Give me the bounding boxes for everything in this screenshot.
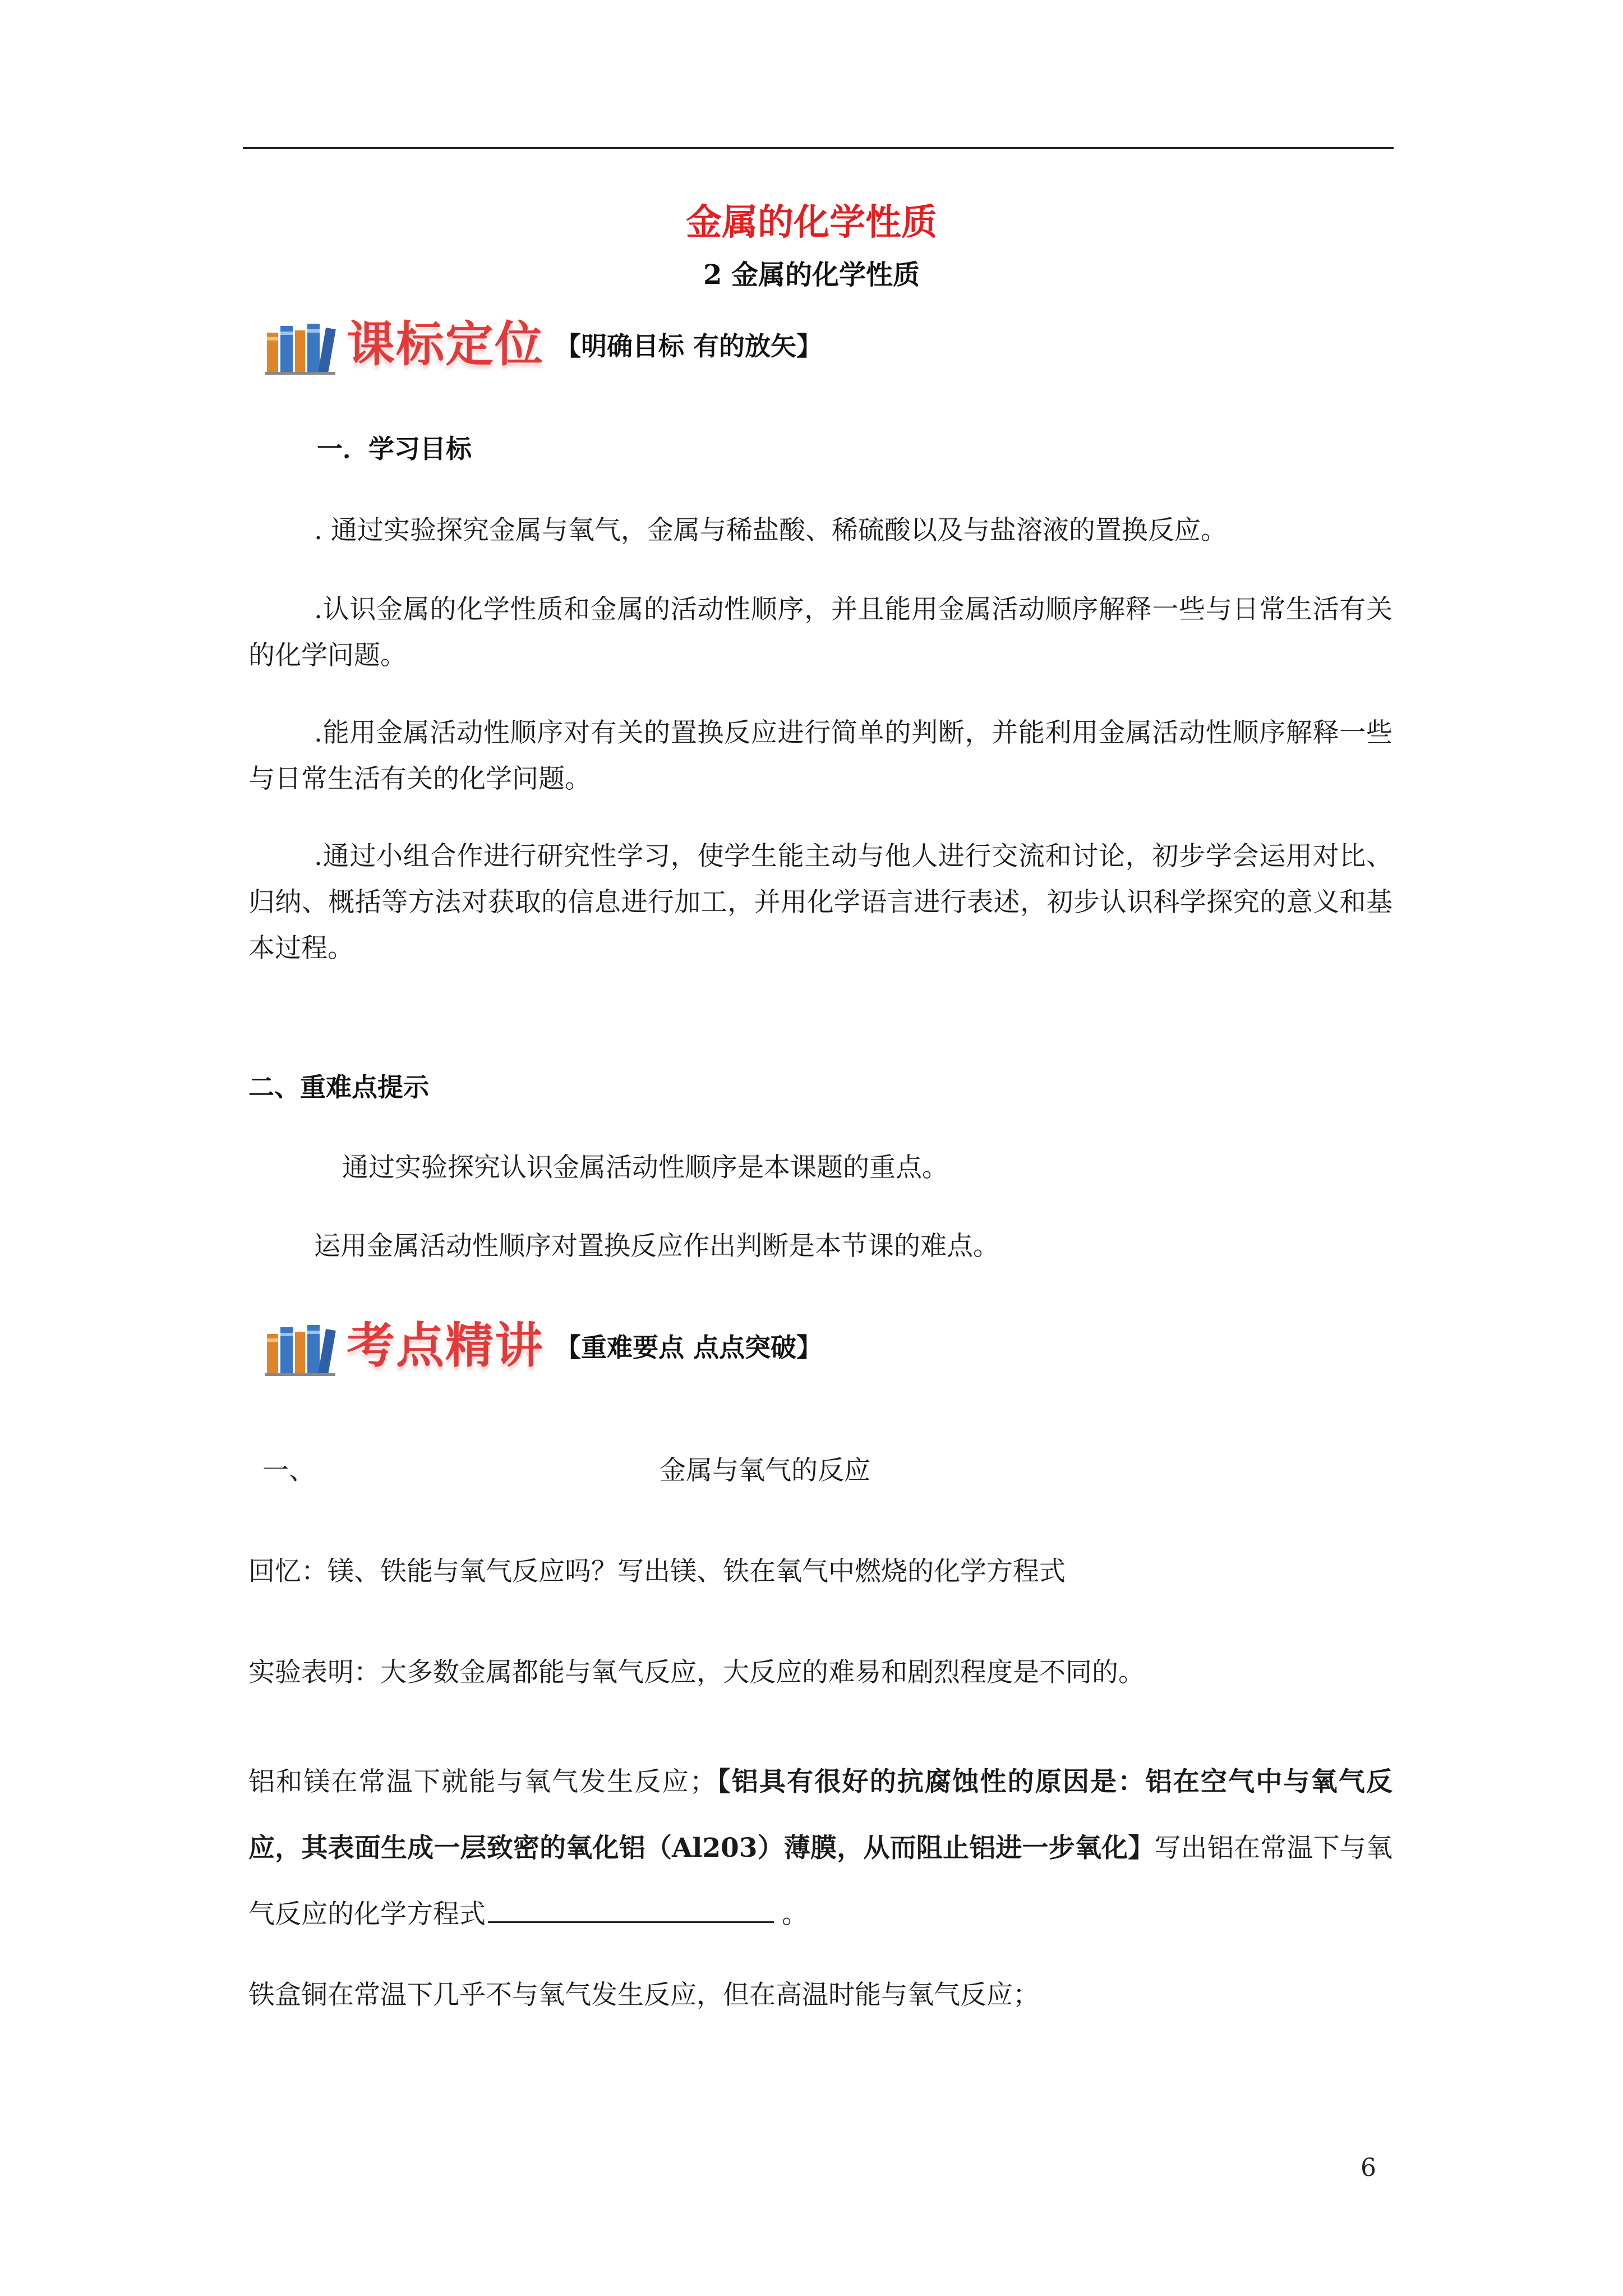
aluminum-text: 铝和镁在常温下就能与氧气发生反应； (248, 1766, 716, 1797)
document-subtitle: 2 金属的化学性质 (703, 259, 920, 291)
books-icon (264, 311, 342, 379)
goal-item-2: .认识金属的化学性质和金属的活动性顺序，并且能用金属活动顺序解释一些与日常生活有关的化学问题。 (248, 594, 1393, 671)
page-number: 6 (1361, 2154, 1376, 2182)
iron-copper-note: 铁盒铜在常温下几乎不与氧气发生反应，但在高温时能与氧气反应； (248, 1980, 1039, 2010)
aluminum-equation-prompt: 写出铝在常温下与氧气反应的化学方程式 (248, 1833, 1393, 1930)
aluminum-paragraph (248, 1749, 1393, 1948)
section-heading-goals: 一．学习目标 (317, 434, 472, 464)
section-heading-key-points: 二、重难点提示 (248, 1072, 429, 1102)
banner-tag: 【重难要点 点点突破】 (555, 1332, 823, 1363)
banner-title: 课标定位 (347, 316, 544, 372)
key-point-focus: 通过实验探究认识金属活动性顺序是本课题的重点。 (342, 1152, 948, 1183)
banner-title: 考点精讲 (347, 1318, 544, 1374)
topic-title: 金属与氧气的反应 (660, 1455, 870, 1486)
recall-question: 回忆：镁、铁能与氧气反应吗？写出镁、铁在氧气中燃烧的化学方程式 (248, 1556, 1066, 1587)
books-icon (264, 1313, 342, 1380)
header-rule (243, 147, 1394, 149)
aluminum-corrosion-note: 【铝具有很好的抗腐蚀性的原因是：铝在空气中与氧气反应，其表面生成一层致密的氧化铝（Al203）薄膜，从而阻止铝进一步氧化】 (248, 1766, 1393, 1864)
goal-item-1: . 通过实验探究金属与氧气，金属与稀盐酸、稀硫酸以及与盐溶液的置换反应。 (314, 515, 1227, 546)
topic-number: 一、 (262, 1455, 315, 1486)
aluminum-end: 。 (782, 1899, 808, 1930)
answer-blank[interactable] (488, 1899, 774, 1923)
goal-item-4: .通过小组合作进行研究性学习，使学生能主动与他人进行交流和讨论，初步学会运用对比、归纳、概括等方法对获取的信息进行加工，并用化学语言进行表述，初步认识科学探究的意义和基本过程。 (248, 841, 1393, 964)
section-banner-standards (264, 311, 880, 384)
goal-item-3: .能用金属活动性顺序对有关的置换反应进行简单的判断，并能利用金属活动性顺序解释一些与日常生活有关的化学问题。 (248, 717, 1393, 794)
banner-tag: 【明确目标 有的放矢】 (555, 331, 823, 361)
experiment-finding: 实验表明：大多数金属都能与氧气反应，大反应的难易和剧烈程度是不同的。 (248, 1657, 1145, 1688)
document-title: 金属的化学性质 (686, 201, 937, 243)
section-banner-key-concepts (264, 1313, 880, 1386)
key-point-difficulty: 运用金属活动性顺序对置换反应作出判断是本节课的难点。 (314, 1231, 999, 1262)
